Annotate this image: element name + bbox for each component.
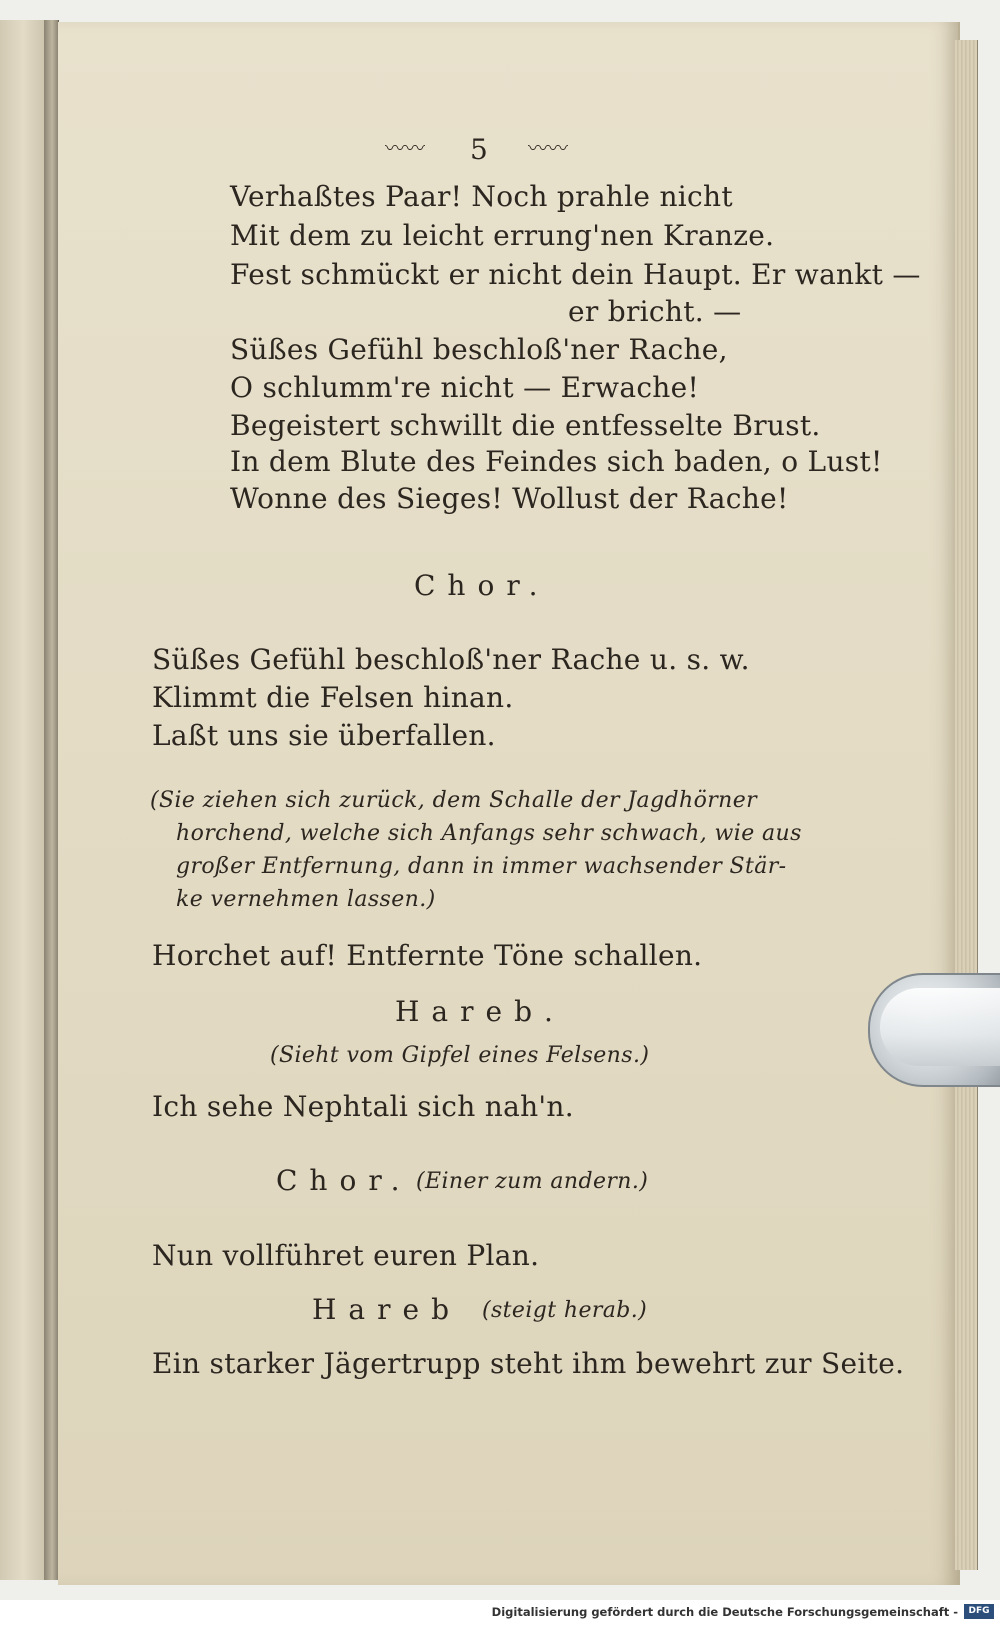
speaker-heading-hareb: Hareb.	[395, 995, 565, 1028]
speaker-heading-chor: Chor.	[276, 1164, 412, 1197]
speaker-heading-chor: Chor.	[414, 569, 550, 602]
ornament-left: 〰〰	[385, 136, 425, 160]
dfg-logo: DFG	[964, 1604, 994, 1619]
binding-strip	[44, 20, 52, 1580]
verse-line: Nun vollführet euren Plan.	[152, 1239, 540, 1272]
verse-line: Ich sehe Nephtali sich nah'n.	[152, 1090, 574, 1123]
verse-line: O schlumm're nicht — Erwache!	[230, 371, 700, 404]
verse-line: Horchet auf! Entfernte Töne schallen.	[152, 939, 703, 972]
verse-line-continuation: er bricht. —	[568, 295, 742, 328]
ornament-right: 〰〰	[528, 136, 568, 160]
page-number: 5	[470, 133, 488, 166]
verse-line: Süßes Gefühl beschloß'ner Rache,	[230, 333, 728, 366]
page-stack-edge	[955, 40, 978, 1570]
chor-line: Laßt uns sie überfallen.	[152, 719, 496, 752]
chor-line: Klimmt die Felsen hinan.	[152, 681, 514, 714]
stage-direction: (Einer zum andern.)	[416, 1169, 649, 1194]
stage-direction-line: horchend, welche sich Anfangs sehr schwach, wie aus	[176, 821, 802, 846]
verse-line: Mit dem zu leicht errung'nen Kranze.	[230, 219, 775, 252]
footer-funding-note: Digitalisierung gefördert durch die Deutsche Forschungsgemeinschaft -	[491, 1605, 958, 1619]
stage-direction: (steigt herab.)	[482, 1298, 648, 1323]
stage-direction-line: großer Entfernung, dann in immer wachsender Stär-	[176, 854, 787, 879]
stage-direction-line: ke vernehmen lassen.)	[176, 887, 436, 912]
verse-line: Ein starker Jägertrupp steht ihm bewehrt zur Seite.	[152, 1347, 905, 1380]
verse-line: Fest schmückt er nicht dein Haupt. Er wankt —	[230, 258, 921, 291]
stage-direction: (Sieht vom Gipfel eines Felsens.)	[270, 1043, 650, 1068]
page-clip-highlight	[880, 988, 1000, 1066]
verse-line: Wonne des Sieges! Wollust der Rache!	[230, 482, 789, 515]
chor-line: Süßes Gefühl beschloß'ner Rache u. s. w.	[152, 643, 750, 676]
stage-direction-line: (Sie ziehen sich zurück, dem Schalle der Jagdhörner	[150, 788, 758, 813]
verse-line: Begeistert schwillt die entfesselte Brust.	[230, 409, 821, 442]
speaker-heading-hareb: Hareb	[312, 1293, 461, 1326]
verse-line: In dem Blute des Feindes sich baden, o Lust!	[230, 445, 883, 478]
verse-line: Verhaßtes Paar! Noch prahle nicht	[230, 180, 733, 213]
